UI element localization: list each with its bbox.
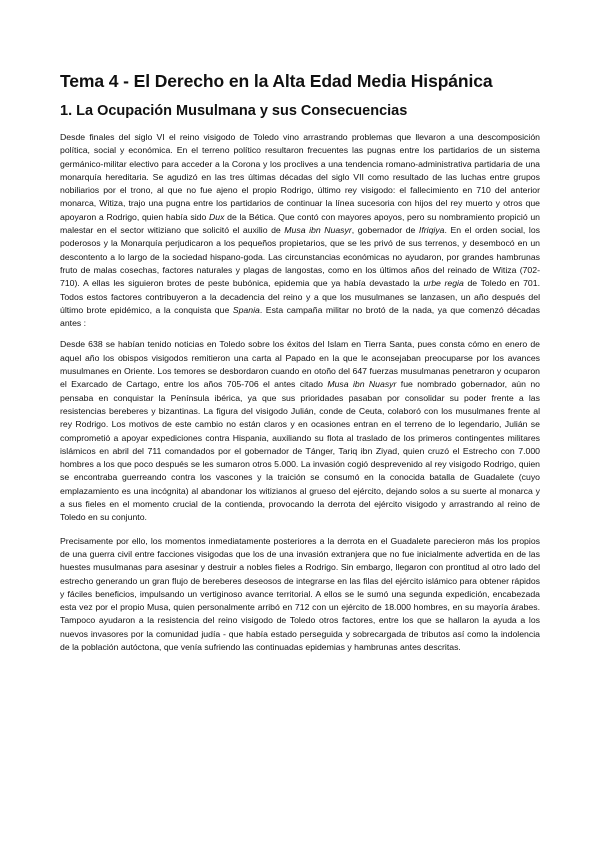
paragraph-3 bbox=[60, 535, 540, 655]
italic-term: Musa ibn Nuasyr bbox=[284, 225, 352, 236]
page-title: Tema 4 - El Derecho en la Alta Edad Media Hispánica bbox=[60, 71, 493, 91]
text-run: . Esta campaña militar no brotó de la nada, ya que comenzó décadas antes : bbox=[60, 304, 540, 329]
italic-term: Spania bbox=[232, 304, 260, 315]
italic-term: urbe regia bbox=[423, 278, 464, 289]
italic-term: Ifriqiya bbox=[418, 225, 445, 236]
text-run: Desde 638 se habían tenido noticias en Toledo sobre los éxitos del Islam en Tierra Santa, pues consta cómo en enero de aquel año los obispos visigodos remitieron una carta al Papado en la que le aconsejaban preocuparse por los avances musulmanes en Oriente. Los temores se desbordaron cuando en otoño del 647 fuerzas musulmanas penetraron y ocuparon el Exarcado de Cartago, entre los años 705-706 el antes citado bbox=[60, 339, 540, 390]
paragraph-1 bbox=[60, 131, 540, 330]
text-run: fue nombrado gobernador, aún no pensaba en conquistar la Península ibérica, ya que sus prioridades pasaban por consolidar su poder frente a las resistencias bereberes y bizantinas. La figura del visigodo Julián, conde de Ceuta, colaboró con los musulmanes frente al rey Rodrigo. Los motivos de este cambio no están claros y en ocasiones entran en el terreno de lo legendario, Julián se comprometió a apoyar expediciones contra Hispania, auxiliando su flota al traslado de los primeros contingentes militares islámicos en abril del 711 comandados por el gobernador de Tánger, Tariq ibn Ziyad, quien cruzó el Estrecho con 7.000 hombres a los que poco después se les sumaron otros 5.000. La invasión cogió desprevenido al rey visigodo Rodrigo, quien se encontraba guerreando contra los vascones y la traición se consumó en la conocida batalla de Guadalete (cuyo emplazamiento es una incógnita) al abandonar los witizianos al grueso del ejército, dejando solos a su suerte al monarca y a sus fieles en el momento crucial de la contienda, provocando la derrota del ejército visigodo y arrastrando al reino de Toledo en su conjunto. bbox=[60, 379, 540, 523]
paragraph-2 bbox=[60, 338, 540, 524]
text-run: de la Bética. Que contó con mayores apoyos, pero su nombramiento propició un malestar en el sector witiziano que solicitó el auxilio de bbox=[60, 211, 541, 236]
text-run: Precisamente por ello, los momentos inmediatamente posteriores a la derrota en el Guadalete parecieron más los propios de una guerra civil entre facciones visigodas que los de una invasión extranjera que no fue inicialmente advertida en de las huestes musulmanas para asesinar y destruir a nobles fieles a Rodrigo. Sin embargo, llegaron con prontitud al otro lado del estrecho generando un gran flujo de bereberes deseosos de integrarse en las filas del ejército islámico para obtener rápidos y fáciles beneficios, impulsando un vertiginoso avance territorial. A ellos se le sumó una segunda expedición, encabezada esta vez por el propio Musa, quien personalmente arribó en 712 con un ejército de 18.000 hombres, en su mayoría árabes. Tampoco ayudaron a la resistencia del reino visigodo de Toledo otros factores, entre los que se hallaron la ayuda a los nuevos invasores por la comunidad judía - que había estado perseguida y sobrecargada de tributos así como la indolencia de la población autóctona, que venía sufriendo las continuadas epidemias y hambrunas antes descritas. bbox=[60, 535, 540, 652]
italic-term: Dux bbox=[208, 211, 225, 222]
text-run: de Toledo en 701. Todos estos factores contribuyeron a la decadencia del reino y a que los musulmanes se lanzasen, un año después del último brote epidémico, a la conquista que bbox=[60, 278, 540, 315]
text-run: . En el orden social, los poderosos y la Monarquía perjudicaron a los pequeños propietarios, que se les privó de sus terrenos, y desembocó en un descontento a lo largo de la sociedad hispano-goda. Las circunstancias económicas no ayudaron, por grandes hambrunas fruto de malas cosechas, factores naturales y plagas de langostas, como en los últimos años del reinado de Witiza (702-710). A ellas les siguieron brotes de peste bubónica, epidemia que ya había devastado la bbox=[60, 225, 541, 289]
text-run: , gobernador de bbox=[351, 225, 419, 236]
italic-term: Musa ibn Nuasyr bbox=[327, 379, 397, 390]
section-heading: 1. La Ocupación Musulmana y sus Consecuencias bbox=[60, 103, 408, 119]
document-page bbox=[60, 70, 540, 664]
text-run: Desde finales del siglo VI el reino visigodo de Toledo vino arrastrando problemas que llevaron a una descomposición política, social y económica. En el terreno político resultaron frecuentes las pugnas entre los partidarios de un sistema germánico-militar electivo para acceder a la Corona y los proclives a una tendencia romano-administrativa partidaria de una monarquía hereditaria. Se agudizó en las tres últimas décadas del siglo VII como resultado de las luchas entre grupos nobiliarios por el trono, al que no fue ajeno el propio Rodrigo, último rey visigodo: el fallecimiento en 710 del anterior monarca, Witiza, trajo una pugna entre los partidarios de continuar la línea sucesoria con hijos del rey muerto y otros que apoyaron a Rodrigo, quien había sido bbox=[60, 132, 540, 222]
